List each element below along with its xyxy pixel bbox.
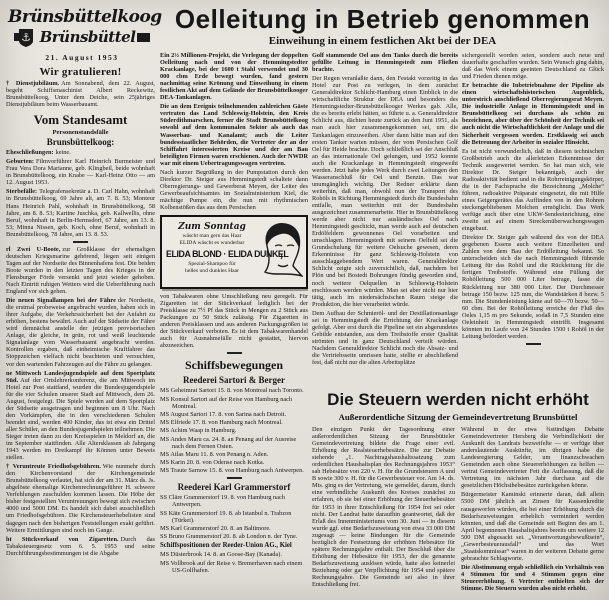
ship-entry: MS Düsterbrook 14. 8. an Goose-Bay (Kanada). bbox=[160, 551, 282, 559]
left-column bbox=[6, 64, 155, 600]
masthead bbox=[8, 7, 162, 62]
ad-brand-name: ELIDA BLOND · ELIDA DUNKEL bbox=[166, 249, 289, 260]
reederei-grammerstorf-title: Reederei Karl Grammerstorf bbox=[177, 482, 291, 493]
article-paragraph: Es ist nicht verwunderlich, daß in diesem technischen Großbetrieb auch die allerletzten Erkenntnisse der Technik ausgewertet werden. So hat man sich, wie Direktor Dr. Steiger bekanntgab, auch der Radioaktivität bedient und in die Rohrreinigungskörper, die in der Fachsprache die Bezeichnung „Molche“ führen, radioaktive Präparate eingesetzt, die mit Hilfe eines Geigergerätes das Auffinden von in den Rohren steckengebliebenen Molchen ermöglicht. Das Werk verfüge auch über eine UKW-Sendeeinrichtung, eine zweite sei auf einem Streckenüberwachungswagen eingebaut. bbox=[462, 147, 604, 233]
masthead-title-line2: Brünsbüttel bbox=[39, 28, 136, 46]
ship-entry: MS Traute Sarnow 15. 8. von Hamburg nach Antwerpen. bbox=[160, 467, 304, 475]
news-item-text: Wie nunmehr durch den Kirchenvorstand der Kirchengemeinde Brunsbüttelkoog verlautet, hat sich der am 31. März ds. Js. abgelöste ehemalige Kirchenrechnungsführer H. schwere Verfehlungen zuschulden kommen lassen. Die Höhe der bisher festgestellten Veruntreuungen bewegt sich zwischen 4000 und 5000 DM. Es handelt sich dabei ausschließlich um Friedhofsgebühren. Die Kirchensteuerhebelisten sind dagegen nach den bisherigen Feststellungen exakt geführt. Weitere Ermittlungen sind noch im Gange. bbox=[6, 463, 155, 534]
ship-entry: MS Geheimrat Sartori 15. 8. von Montreal nach Toronto. bbox=[160, 387, 304, 395]
ship-entry: MS Achim Waap in Hamburg. bbox=[160, 427, 237, 435]
news-item-text: zur Großklasse der ehemaligen deutschen Kriegsmarine gehörend, liegen seit einigen Tagen auf der Nordseite des Binnenhafens fest. Die beiden Boote wurden in den letzten Tagen des Krieges in der Flensburger Förde versenkt und jetzt wieder gehoben. Nach Eintritt ruhigen Wetters wird die Ueberführung nach England vor sich gehen. bbox=[6, 245, 155, 296]
news-item-signallampen bbox=[6, 297, 155, 367]
article-paragraph-result: Die Abstimmung ergab schließlich ein Verhältnis von 4 Stimmen für und 4 Stimmen gegen eine Steuererhöhung. 6 Vertreter enthielten sich der Stimme. Die Steuern wurden also nicht erhöht. bbox=[461, 563, 604, 593]
news-item-zigaretten bbox=[6, 536, 155, 557]
section-divider bbox=[227, 477, 242, 479]
article-paragraph: Direktor Dr. Steiger gab während des von der DEA gegebenen Essens auch weitere Einzelheiten und Zahlen von dem Bau der Erdölleitung bekannt. So unterscheiden sich die nach Hemmingstedt führende Leitung für das Rohöl und die Rückleitung für die fertigen Treibstoffe. Während eine Füllung der Rohölleitung 500 000 Liter betrage, fasse die Rückleitung nur 380 000 Liter. Der Durchmesser betrage 150 bezw. 125 mm, die Wandstärken 8 bezw. 5 mm. Die Stundenleistung käme auf 60—70 bezw. 50—60 cbm. Bei der Rohölleitung erreiche der Fluß des Oeles 1,15 m pro Sekunde, sodaß in 7,5 Stunden eine Oeleinheit in Hemmingstedt eintrifft. Insgesamt könnten im Laufe von 24 Stunden 1500 t Rohöl in der Leitung befördert werden. bbox=[462, 234, 604, 340]
ship-entry: SS Käte Grammerstorf 19. 8. ab Istanbul n. Trabzon (Türkei). bbox=[160, 509, 292, 524]
article-paragraph: Dem Aufbau der Schmieröl- und der Destillationsanlage sei in Hemmingstedt die Errichtung der Krackanlage gefolgt. Aber erst durch die Pipeline sei ein abgerundetes Gebilde entstanden, aus dem Treibstoffe erster Qualität strömten und in ganz Deutschland verteilt würden. Nachdem Generaldirektor Schlicht noch die Absatz- und die Vertriebsseite umrissen hatte, stellte er abschließend fest, daß nicht nur die alten Arbeitsplätze bbox=[312, 309, 458, 367]
reederei-sartori-title: Reederei Sartori & Berger bbox=[182, 375, 286, 386]
article-paragraph: Er betrachte die Inbetriebnahme der Pipeline als einen wirtschaftshistorischen Augenblick, unterstrich anschließend Oberregierungsrat Meyen. Die industrielle Anlage in Hemmingstedt und in Brunsbüttelkoog sei durchaus als schön zu bezeichnen, aber über der Schönheit der Technik sei auch nicht die Wirtschaftlichkeit der Anlage und die Sicherheit vergessen worden. Erstklassig sei auch die Betreuung der Arbeiter in sozialer Hinsicht. bbox=[462, 82, 604, 146]
ad-line3: ELIDA wäscht es wunderbar bbox=[179, 240, 245, 247]
issue-date: 21. August 1953 bbox=[45, 53, 119, 62]
article-paragraph: Der Regen veranlaßte dann, den Festakt vorzeitig in das Hotel zur Post zu verlegen, in dem zunächst Generaldirektor Schlicht-Hamburg einen Einblick in die wirtschaftliche Struktur der DEA und besonders des Hemmingstedter-Brunsbüttelkooger Werkes gab. Alle, die es bereits erlebt hätten, so führte u. a. Generaldirektor Schlicht aus, dächten heute zurück an den Juni 1951, als man auch hier zusammengekommen sei, um die Tankanlagen einzuweihen. Aber dann hätte man auf den ersten Tanker warten müssen, der vom Persischen Golf Oel für Heide brachte. Doch schließlich sei der Anschluß an das internationale Oel gelungen, und 1952 konnte auch die Krackanlage in Hemmingstedt eingeweiht werden. Jetzt habe jedes Werk durch zwei Leitungen den Wasseranschluß für Oel und Benzin. Das war unumgänglich wichtig. Der Redner erklärte dann weiterhin, daß man, obwohl nun der Transport des Rohöls in Richtung Hemmingstedt durch die Bundesbahn entfalle, man weiterhin mit der Bundesbahn ausgezeichnet zusammenarbeite. Hier in Brunsbüttelkoog werde aber nicht nur ausländisches Oel nach Hemmingstedt geschickt, man werde auch auf deutschen Erdölfeldern gewonnenes Oel vorarbeiten und umschlagen. Hemmingstedt mit seinem Oelfeld sei die Grundschulung für weitere Oelsuche gewesen, deren Erkenntnisse für ganz Schleswig-Holstein von ausschlaggebendem Wert waren. Generaldirektor Schlicht zeigte sich zuversichtlich, daß, nachdem bei Plön und bei Bostedt Bohrungen fündig geworden sind, noch weitere Oelquellen in Schleswig-Holstein erschlossen werden würden. Man sei aber nicht nur hier tätig, auch im niedersächsischen Raum steige die Produktion, die hier verarbeitet würde. bbox=[312, 75, 458, 308]
news-item-lead: Die neuen Signallampen bei der Fähre bbox=[6, 297, 116, 305]
reeder-union-title: Schiffspositionen der Reeder-Union AG., Kiel bbox=[160, 542, 292, 550]
article-column-b bbox=[312, 52, 458, 390]
entry-text: keine. bbox=[55, 149, 71, 157]
ship-entry: MS August Sartori 17. 8. von Sarina nach Detroit. bbox=[160, 410, 287, 418]
standesamt-place: Brunsbüttelkoog: bbox=[46, 137, 115, 148]
news-item-text: der Nordseite, die erstmal probeweise angebracht wurden, haben sich in ihrer Aufgabe, die Verkehrssicherheit bei der Anfahrt zu erhöhen, bestens bewährt. Auch auf der Südseite der Fähre wird demnächst anstelle der jetzigen provisorischen Anlage, die gleiche, in grün, rot und weiß leuchtende Signalanlage vom Wasserbauamt angebracht werden. Kontrollen ergaben, daß einheimische Kraftfahrer das Stoppzeichen vielfach nicht beachteten und versuchten, vor den wartenden Fahrzeugen auf die Fähre zu gelangen. bbox=[6, 297, 155, 368]
entry-text: Telegrafensekretär a. D. Carl Hahn, wohnhaft in Brunsbüttelkoog, 69 Jahre alt, am 7. 8. 53; Monteur Hans Heinrich Pahl, wohnhaft in Brunsbüttelkoog, 58 Jahre, am 8. 8. 53; Kartine Juschka, geb. Kallwellis, ohne Beruf, wohnhaft in Berlin-Hermsdorf, 67 Jahre, am 13. 8. 53; Minna Nissen, geb. Koch, ohne Beruf, wohnhaft in Brunsbüttelkoog, 78 Jahre, am 13. 8. 53. bbox=[6, 188, 155, 238]
section-title-standesamt: Vom Standesamt bbox=[33, 112, 128, 128]
ship-entry: MS Karl Grammerstorf 20. 8. an Baltimore. bbox=[160, 524, 271, 532]
article-paragraph: Die an dem Ereignis teilnehmenden zahlreichen Gäste vertraten das Land Schleswig-Holstein, den Kreis Süderdithmarschen, ferner die Stadt Brunsbüttelkoog sowohl auf dem kommunalen Sektor als auch das Wasserbau- und Kanalamt; auch die Leiter bundesstaatlicher Behörden, die Vertreter der an der Schiffahrt interessierten Kreise und der am Bau beteiligten Firmen waren erschienen. Auch der NWDR war mit einem Uebertragungswagen vertreten. bbox=[160, 103, 308, 167]
section-title-schiffsbewegungen: Schiffsbewegungen bbox=[184, 358, 283, 373]
section-divider bbox=[526, 343, 541, 345]
news-item-lead: rl Zwei U-Boote, bbox=[6, 245, 61, 253]
news-item-text: Am Sonnabend, dem 22. August, begeht Schiffsmaschinist Albert Reckewitz, Brunsbüttelkoog, Unter dem Deiche, sein 25jähriges Dienstjubiläum beim Wasserbauamt. bbox=[6, 80, 155, 109]
section-divider bbox=[73, 241, 88, 243]
news-item-lead: † Dienstjubiläum. bbox=[6, 80, 60, 87]
article-paragraph: Bürgermeister Kaminski erinnerte daran, daß allein 5500 DM jährlich an Zinsen für Kassenkredite rausgeworfen würden, die bei einer Erhöhung durch die Bedarfszuweisungen erheblich vermindert werden könnten, und daß die Gemeinde seit Beginn des am 1. April begonnenen Haushaltsjahres bereits um weitere 12 500 DM abgesackt sei. „Verantwortungsbewußtsein“, „Gewerbesteuerausfall“ und das Wort „Staatskommissar“ waren in der weiteren Debatte gerne gebrauchte Schlagworte. bbox=[461, 491, 604, 562]
news-item-text: Auf der Ortslehrerkonferenz, die am Mittwoch im Hotel zur Post stattfand, wurden die Bundesjugendspiele für die vier Schulen unserer Stadt auf Mittwoch, dem 26. August, festgelegt. Die Spiele werden auf dem Sportplatz der Südseite ausgetragen und beginnen um 8 Uhr. Nach den Vorkämpfen, die in den verschiedenen Schulen beendet sind, werden 400 Kinder, das ist etwa ein Drittel aller Schüler, an den Bundesjugendspielen teilnehmen. Die Sieger treten dann zu den Kreisspielen in Meldorf an, die im September stattfinden. Alle Altersklassen ab Jahrgang 1943 werden im Dreikampf ihr Können unter Beweis stellen. bbox=[6, 376, 155, 462]
steuern-right-column bbox=[461, 426, 604, 594]
ad-line1: Zum Sonntag bbox=[178, 222, 246, 233]
article-paragraph: sichergestellt worden seien, sondern auch neue und dauerhafte geschaffen wurden. Sein Wunsch ging dahin, daß das Werk einem geeinten Deutschland zu Glück und Frieden dienen möge. bbox=[462, 52, 604, 81]
ship-entry: MS Andes Maru ca. 24. 8. an Penang auf der Ausreise nach dem Fernen Osten. bbox=[160, 435, 297, 450]
news-item-jugendspiele bbox=[6, 370, 155, 462]
article-column-a bbox=[160, 52, 308, 600]
standesamt-ehe bbox=[6, 149, 155, 156]
standesamt-sterbefaelle bbox=[6, 188, 155, 237]
masthead-ornament bbox=[137, 33, 150, 42]
article-paragraph: Während in der etwa ¾stündigen Debatte Gemeindevertreter Hersberg die Verbindlichkeit der Auskunft des Landrats bezweifelte — er verfüge über anderslautende Auskünfte, im übrigen habe die Landesregierung Gelder, um finanzschwachen Gemeinden auch ohne Steuererhöhungen zu helfen — vertrat Gemeindevertreter Fett die Auffassung, daß die Vertretung im nächsten Jahr durchaus auf die gesetzlichen Höchsthebesätze zurückgehen könne. bbox=[461, 426, 604, 490]
article-column-c bbox=[462, 52, 604, 390]
masthead-title-line1: Brünsbüttelkoog bbox=[8, 7, 162, 27]
ship-entry: MS Konsul Sartori auf der Reise von Hamburg nach Montreal. bbox=[160, 395, 293, 410]
ship-entry: SS Cläre Grammerstorf 19. 8. von Hamburg nach Antwerpen. bbox=[160, 494, 285, 509]
standesamt-geburten bbox=[6, 158, 155, 186]
news-item-friedhofsgebuehren bbox=[6, 463, 155, 533]
steuern-headline: Die Steuern werden nicht erhöht bbox=[327, 390, 589, 409]
article-paragraph: Nach kurzer Begrüßung in der Pumpstation durch den Direktor Dr. Steiger aus Hemmingstedt schaltete dann Oberregierungs- und Gewerberat Meyen, der Leiter des Gewerbeaufsichtsamtes im Sozialministerium Kiel, die mächtige Pumpe ein, die nun mit rhythmischen Kolbenstößen das aus dem Persischen bbox=[160, 168, 308, 211]
anchor-crest-icon bbox=[14, 26, 38, 48]
news-item-lead: † Veruntreute Friedhofsgebühren. bbox=[6, 463, 101, 471]
woman-portrait-illustration bbox=[259, 220, 303, 282]
ad-line5: helles und dunkles Haar bbox=[185, 268, 239, 275]
main-headline: Oelleitung in Betrieb genommen bbox=[174, 4, 591, 34]
entry-lead: Geburten: bbox=[6, 158, 34, 166]
ship-entry: MS Vollbrook auf der Reise v. Bremerhaven nach einem US-Golfhafen. bbox=[160, 559, 303, 574]
article-paragraph: Den einzigen Punkt der Tagesordnung einer außerordentlichen Sitzung der Brunsbütteler Gemeindevertretung bildete die Frage einer evtl. Erhöhung der Realsteuerhebesätze. Die zur Debatte stehende „1. Nachtragshaushaltssatzung zum ordentlichen Haushaltsplan des Rechnungsjahres 1953“ sah Hebesätze von 220 v. H. für die Grundsteuern A und B sowie 300 v. H. für die Gewerbesteuer vor. Am 14. ds. Mts. ging es der Vertretung, wie gemeldet, darum, durch eine verbindliche Auskunft des Kreises zunächst zu erfahren, ob sie bei einer Erhöhung der Steuerhebesätze für 1953 in ihrer Entschließung für 1954 frei sei oder nicht. Der Landrat hatte daraufhin geantwortet, daß der Erlaß des Innenministeriums vom 30. Juni — in diesem wurde ggf. eine Bedarfszuweisung von etwa 33 000 DM zugesagt — keine Bindungen für die Gemeinde bezüglich der Festsetzung der erhöhten Hebesätze für spätere Rechnungsjahre enthält. Der Beschluß über die Erhöhung der Hebesätze für 1953, der die genannte Bedarfszuweisung auslösen würde, hatte also keinerlei Beziehung oder gar Verpflichtung für 1954 und spätere Rechnungsjahre. Die Gemeinde sei also in ihrer Entschließung frei. bbox=[312, 426, 455, 589]
lead-paragraph: Ein 2½ Millionen-Projekt, die Verlegung der doppelten Oelleitung nach und von der Hemmingstedter Krackanlage, bei der 1600 t Stahl verwendet und 30 000 cbm Erde bewegt wurden, fand gestern nachmittag seine Krönung und Einweihung in einem festlichen Akt auf dem Gelände der Brunsbüttelkooger DEA-Tankanlagen. bbox=[160, 52, 308, 102]
article-paragraph: Golf stammende Oel aus den Tanks durch die bereits gefüllte Leitung in Hemmingstedt zum Fließen brachte. bbox=[312, 52, 458, 74]
entry-lead: Sterbefälle: bbox=[6, 188, 38, 196]
steuern-subhead: Außerordentliche Sitzung der Gemeindevertretung Brunsbüttel bbox=[338, 412, 578, 422]
news-item-lead: ht Stückverkauf von Zigaretten. bbox=[6, 535, 119, 543]
ad-line2: wäscht man gern das Haar bbox=[182, 233, 242, 240]
ad-text-block bbox=[166, 222, 289, 275]
news-item-lead: ne Mittwoch Landesjugendspiele auf dem Sportplatz Süd. bbox=[6, 369, 155, 384]
news-item-uboote bbox=[6, 246, 155, 295]
steuern-left-column bbox=[312, 426, 455, 594]
ship-entry: SS Bruno Grammerstorf 20. 8. ab London n. der Tyne. bbox=[160, 533, 298, 541]
ad-line4: Spezial-Shampoo für bbox=[188, 261, 236, 268]
section-title-gratulieren: Wir gratulieren! bbox=[39, 66, 122, 78]
entry-lead: Eheschließungen: bbox=[6, 149, 54, 157]
news-item-jubilaeum bbox=[6, 80, 155, 108]
zigaretten-continuation: von Tabakwaren ohne Umschließung neu geregelt. Für Zigaretten ist der Stückverkauf lediglich bei der Preisklasse zu 7½ Pf das Stück in Mengen zu 2 Stück aus Packungen zu 50 Stück zulässig. Für Zigaretten in anderen Preisklassen und aus anderen Packungsgrößen ist der Stückverkauf verboten. Es ist dem Tabakwarenhandel auch für Ausnahmefälle nicht gestattet, hiervon abzuweichen. bbox=[160, 293, 308, 350]
main-subhead: Einweihung in einem festlichen Akt bei der DEA bbox=[268, 35, 497, 47]
ship-entry: MS Elfriede 17. 8. von Hamburg nach Montreal. bbox=[160, 419, 283, 427]
ship-entry: MS Atlas Maru 11. 8. von Penang n. Aden. bbox=[160, 450, 269, 458]
svg-text:⚓: ⚓ bbox=[20, 31, 31, 44]
entry-text: Filmvorführer Karl Heinrich Burmeister und Frau Vera Dora Marianne, geb. Klingbeil, beide wohnhaft in Brunsbüttelkoog, ein Knabe — Karl-Heinz Otto — am 12. August 1953. bbox=[6, 158, 155, 187]
standesamt-subtitle: Personenstandsfälle bbox=[52, 129, 109, 137]
section-divider bbox=[227, 352, 242, 354]
news-item-text: Durch das Tabaksteuergesetz vom 6. 5. 1953 und seine Durchführungsbestimmungen ist die Abgabe bbox=[6, 535, 155, 557]
ship-entry: MS Karin 20. 8. von Odense nach Kotka. bbox=[160, 459, 265, 467]
elida-shampoo-ad[interactable] bbox=[160, 215, 308, 289]
steuern-article bbox=[312, 390, 604, 600]
